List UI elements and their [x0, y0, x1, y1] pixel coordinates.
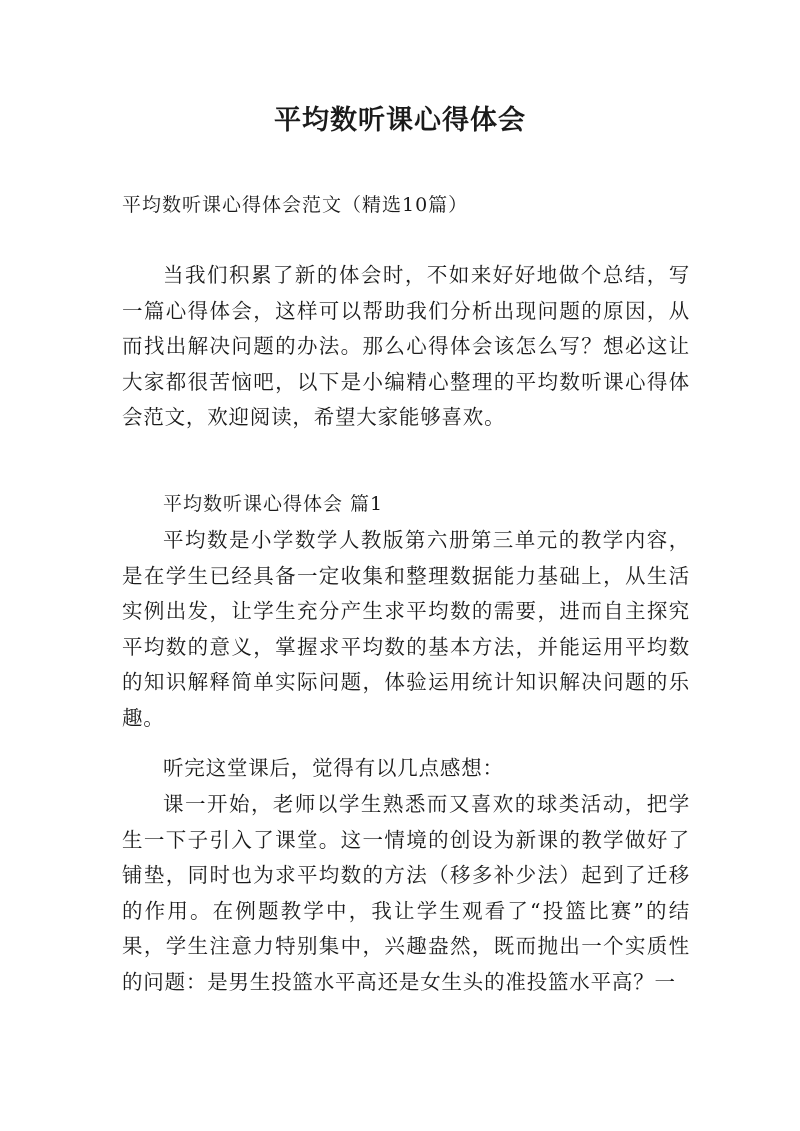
- body-paragraph-3: 课一开始，老师以学生熟悉而又喜欢的球类活动，把学生一下子引入了课堂。这一情境的创设为新课的教学做好了铺垫，同时也为求平均数的方法（移多补少法）起到了迁移的作用。在例题教学中，我让学生观看了“投篮比赛”的结果，学生注意力特别集中，兴趣盎然，既而抛出一个实质性的问题：是男生投篮水平高还是女生头的准投篮水平高？一: [122, 792, 690, 994]
- section-heading: 平均数听课心得体会 篇1: [163, 493, 384, 515]
- intro-paragraph: 当我们积累了新的体会时，不如来好好地做个总结，写一篇心得体会，这样可以帮助我们分析出现问题的原因，从而找出解决问题的办法。那么心得体会该怎么写？想必这让大家都很苦恼吧，以下是小编精心整理的平均数听课心得体会范文，欢迎阅读，希望大家能够喜欢。: [122, 263, 690, 429]
- body-paragraph-1: 平均数是小学数学人教版第六册第三单元的教学内容，是在学生已经具备一定收集和整理数据能力基础上，从生活实例出发，让学生充分产生求平均数的需要，进而自主探究平均数的意义，掌握求平均数的基本方法，并能运用平均数的知识解释简单实际问题，体验运用统计知识解决问题的乐趣。: [122, 528, 690, 730]
- document-subtitle: 平均数听课心得体会范文（精选10篇）: [122, 194, 469, 216]
- document-title: 平均数听课心得体会: [274, 105, 526, 136]
- body-paragraph-2: 听完这堂课后，觉得有以几点感想：: [163, 756, 504, 780]
